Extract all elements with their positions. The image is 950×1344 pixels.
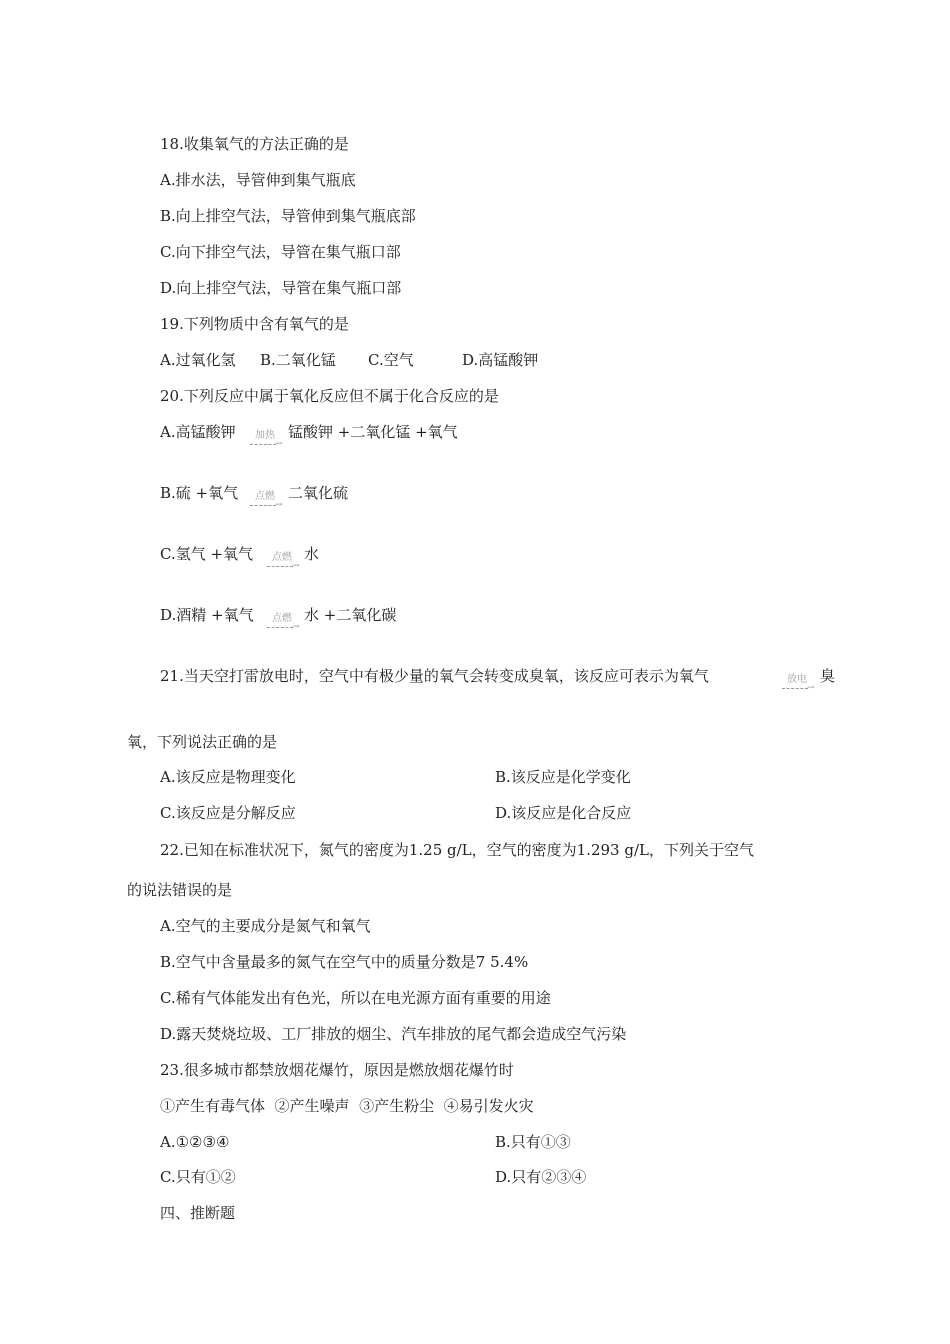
section-heading: 四、推断题 bbox=[160, 1204, 236, 1222]
arrow-head-icon: → bbox=[292, 561, 300, 571]
q23-stem: 23.很多城市都禁放烟花爆竹，原因是燃放烟花爆竹时 bbox=[160, 1061, 514, 1079]
q20-option-d-arrow bbox=[265, 613, 299, 635]
reaction-condition: 点燃 bbox=[272, 613, 292, 624]
q22-option-b: B.空气中含量最多的氮气在空气中的质量分数是7 5.4% bbox=[160, 953, 529, 971]
q20-option-c-arrow bbox=[265, 552, 299, 574]
q22-stem-line2: 的说法错误的是 bbox=[127, 881, 233, 899]
q23-option-b: B.只有①③ bbox=[495, 1133, 571, 1151]
q18-option-a: A.排水法，导管伸到集气瓶底 bbox=[160, 171, 356, 189]
q19-option-c: C.空气 bbox=[368, 351, 414, 369]
q22-stem-line1: 22.已知在标准状况下，氮气的密度为1.25 g/L，空气的密度为1.293 g/L，下列关于空气 bbox=[160, 841, 754, 859]
q18-option-c: C.向下排空气法，导管在集气瓶口部 bbox=[160, 243, 401, 261]
q18-option-d: D.向上排空气法，导管在集气瓶口部 bbox=[160, 279, 402, 297]
arrow-head-icon: → bbox=[807, 683, 815, 693]
q21-arrow bbox=[780, 674, 814, 696]
q20-option-d-product: 水 +二氧化碳 bbox=[304, 606, 397, 624]
q20-stem: 20.下列反应中属于氧化反应但不属于化合反应的是 bbox=[160, 387, 499, 405]
reaction-condition: 加热 bbox=[255, 430, 275, 441]
q21-stem-line1: 21.当天空打雷放电时，空气中有极少量的氧气会转变成臭氧，该反应可表示为氧气 bbox=[160, 667, 709, 685]
q22-option-a: A.空气的主要成分是氮气和氧气 bbox=[160, 917, 371, 935]
q20-option-a-reactant: A.高锰酸钾 bbox=[160, 423, 236, 441]
q21-option-d: D.该反应是化合反应 bbox=[495, 804, 632, 822]
q18-option-b: B.向上排空气法，导管伸到集气瓶底部 bbox=[160, 207, 416, 225]
arrow-shaft bbox=[250, 444, 276, 445]
q23-option-c: C.只有①② bbox=[160, 1168, 236, 1186]
q18-stem: 18.收集氧气的方法正确的是 bbox=[160, 135, 349, 153]
reaction-condition: 放电 bbox=[787, 674, 807, 685]
q19-option-b: B.二氧化锰 bbox=[260, 351, 336, 369]
q19-option-d: D.高锰酸钾 bbox=[462, 351, 539, 369]
q20-option-b-reactant: B.硫 +氧气 bbox=[160, 484, 239, 502]
q23-option-a: A.①②③④ bbox=[160, 1133, 230, 1151]
arrow-shaft bbox=[782, 688, 808, 689]
arrow-head-icon: → bbox=[292, 622, 300, 632]
arrow-head-icon: → bbox=[275, 500, 283, 510]
q20-option-b-product: 二氧化硫 bbox=[288, 484, 349, 502]
q20-option-b-arrow bbox=[248, 491, 282, 513]
q23-option-d: D.只有②③④ bbox=[495, 1168, 587, 1186]
reaction-condition: 点燃 bbox=[255, 491, 275, 502]
arrow-shaft bbox=[250, 505, 276, 506]
arrow-shaft bbox=[267, 566, 293, 567]
q20-option-d-reactant: D.酒精 +氧气 bbox=[160, 606, 254, 624]
q21-stem-line2: 氧，下列说法正确的是 bbox=[127, 733, 278, 751]
q23-items: ①产生有毒气体 ②产生噪声 ③产生粉尘 ④易引发火灾 bbox=[160, 1097, 534, 1115]
q21-option-a: A.该反应是物理变化 bbox=[160, 768, 296, 786]
q21-option-c: C.该反应是分解反应 bbox=[160, 804, 296, 822]
q19-stem: 19.下列物质中含有氧气的是 bbox=[160, 315, 349, 333]
q21-stem-end: 臭 bbox=[820, 667, 836, 685]
arrow-head-icon: → bbox=[275, 439, 283, 449]
q20-option-a-product: 锰酸钾 +二氧化锰 +氧气 bbox=[288, 423, 458, 441]
q19-option-a: A.过氧化氢 bbox=[160, 351, 236, 369]
reaction-condition: 点燃 bbox=[272, 552, 292, 563]
arrow-shaft bbox=[267, 627, 293, 628]
q20-option-c-reactant: C.氢气 +氧气 bbox=[160, 545, 254, 563]
q22-option-d: D.露天焚烧垃圾、工厂排放的烟尘、汽车排放的尾气都会造成空气污染 bbox=[160, 1025, 627, 1043]
q22-option-c: C.稀有气体能发出有色光，所以在电光源方面有重要的用途 bbox=[160, 989, 551, 1007]
q21-option-b: B.该反应是化学变化 bbox=[495, 768, 631, 786]
q20-option-c-product: 水 bbox=[304, 545, 320, 563]
q20-option-a-arrow bbox=[248, 430, 282, 452]
